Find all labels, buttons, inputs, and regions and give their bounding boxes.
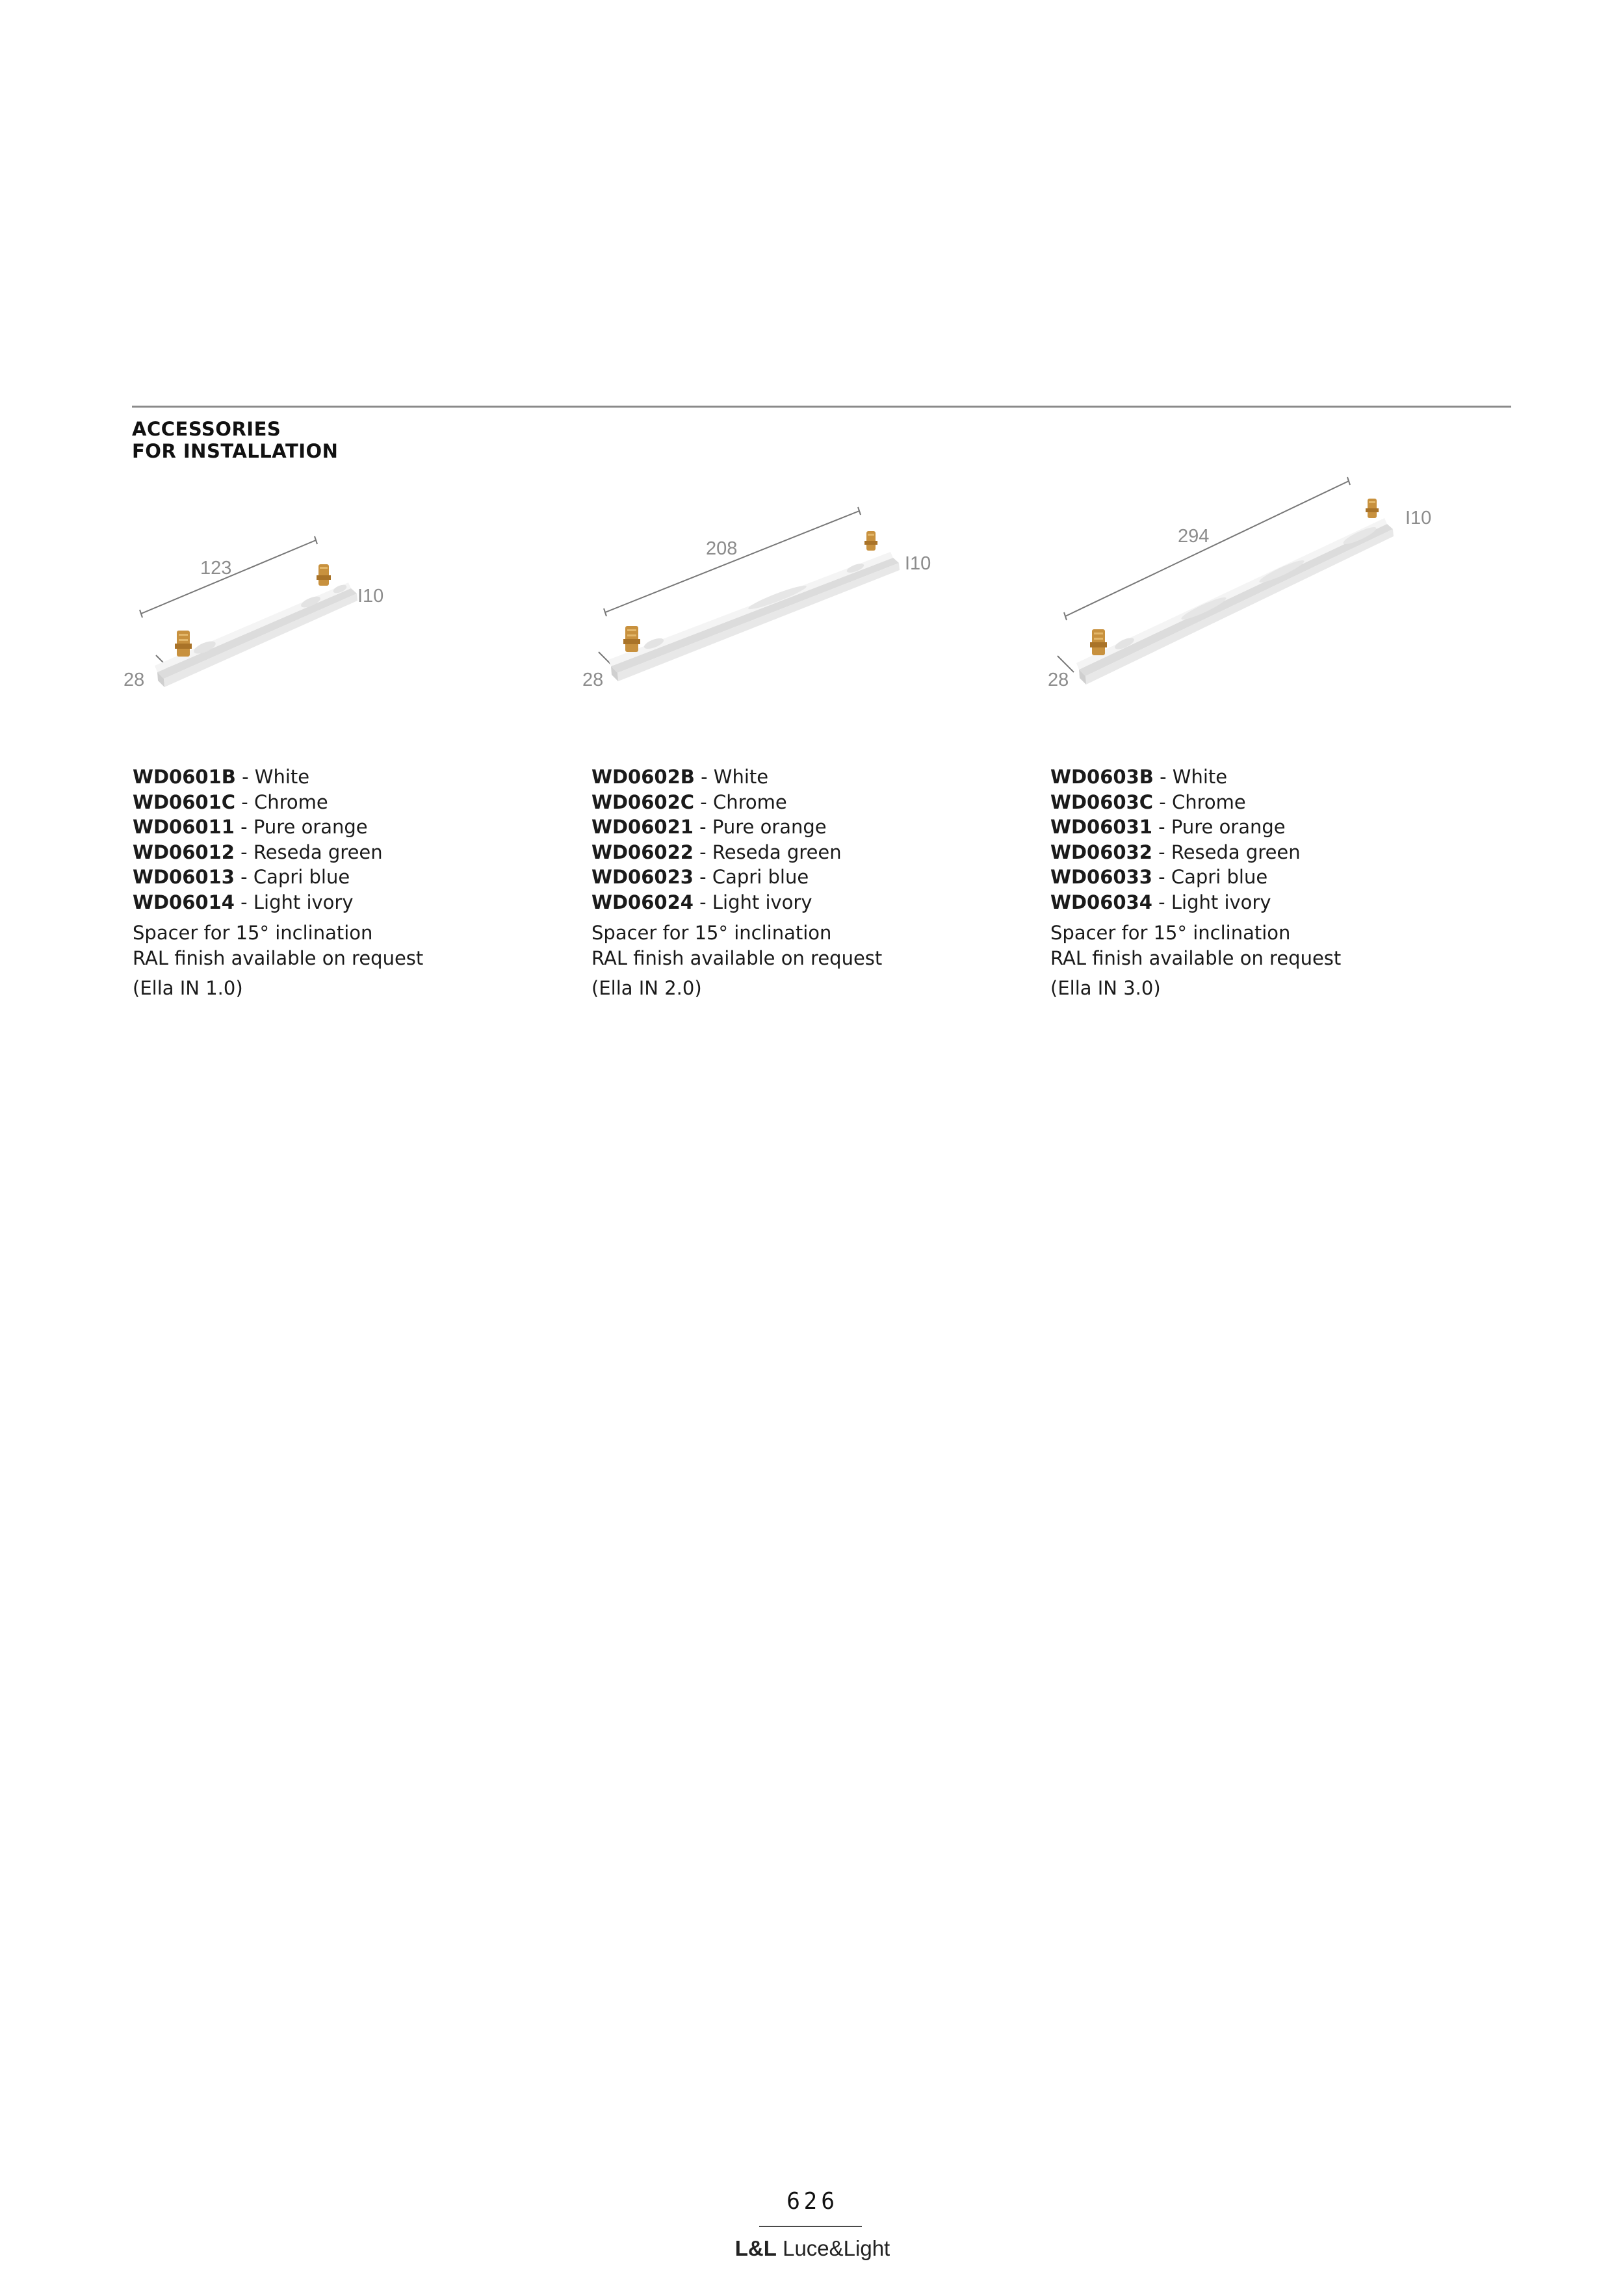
product-code: WD06034 (1050, 891, 1152, 913)
product-notes (591, 920, 1033, 971)
finish-name: Pure orange (712, 816, 827, 838)
product-code: WD0602B (591, 766, 695, 788)
spacer-bar (608, 552, 900, 681)
product-code: WD06014 (133, 891, 235, 913)
variant-row: WD06032 - Reseda green (1050, 841, 1301, 863)
section-title-line1: ACCESSORIES (132, 418, 281, 440)
ral-note: RAL finish available on request (1050, 946, 1342, 969)
ral-note: RAL finish available on request (133, 946, 424, 969)
inclination-note: Spacer for 15° inclination (591, 922, 832, 944)
variant-list (1050, 764, 1492, 1001)
finish-name: Chrome (253, 790, 328, 813)
product-code: WD06023 (591, 866, 694, 888)
brand-footer (715, 2236, 910, 2261)
finish-name: Chrome (1171, 790, 1246, 813)
finish-name: Chrome (712, 790, 787, 813)
compatibility-ref: (Ella IN 1.0) (133, 977, 243, 999)
product-notes (133, 920, 575, 971)
finish-name: Reseda green (253, 841, 383, 863)
height-label: I10 (357, 586, 384, 607)
variant-row: WD06011 - Pure orange (133, 816, 368, 838)
variant-row: WD06033 - Capri blue (1050, 866, 1268, 888)
width-label: 28 (123, 670, 145, 690)
length-dimension-line (1065, 481, 1349, 616)
brand-logo-text: L&L (734, 2236, 777, 2260)
product-code: WD06011 (133, 816, 235, 838)
product-drawing (1041, 455, 1496, 715)
variant-row: WD06031 - Pure orange (1050, 816, 1286, 838)
variant-row: WD0602C - Chrome (591, 790, 787, 813)
product-code: WD06032 (1050, 841, 1152, 863)
variant-row: WD06022 - Reseda green (591, 841, 842, 863)
finish-name: White (1172, 766, 1228, 788)
brass-connector (175, 631, 192, 657)
variant-row: WD0603B - White (1050, 766, 1228, 788)
product-drawing (123, 455, 578, 715)
ral-note: RAL finish available on request (591, 946, 883, 969)
finish-name: Capri blue (253, 866, 350, 888)
variant-list (591, 764, 1033, 1001)
product-card (123, 455, 578, 1014)
brand-name: Luce&Light (783, 2236, 890, 2260)
brass-connector (1366, 499, 1379, 518)
height-label: I10 (905, 553, 931, 574)
finish-name: White (254, 766, 310, 788)
footer-divider (759, 2226, 862, 2227)
product-code: WD0602C (591, 790, 695, 813)
product-code: WD0603C (1050, 790, 1154, 813)
brass-connector (623, 626, 640, 652)
variant-row: WD06013 - Capri blue (133, 866, 350, 888)
product-code: WD06012 (133, 841, 235, 863)
product-code: WD0601B (133, 766, 236, 788)
compatibility-ref: (Ella IN 3.0) (1050, 977, 1161, 999)
spacer-bar (1076, 518, 1394, 685)
section-title-line2: FOR INSTALLATION (132, 440, 339, 462)
finish-name: Light ivory (1171, 891, 1271, 913)
finish-name: Reseda green (1171, 841, 1301, 863)
product-code: WD06013 (133, 866, 235, 888)
product-notes (1050, 920, 1492, 971)
variant-row: WD06014 - Light ivory (133, 891, 354, 913)
width-label: 28 (582, 670, 604, 690)
length-label: 123 (200, 558, 232, 579)
variant-row: WD06023 - Capri blue (591, 866, 809, 888)
product-code: WD06021 (591, 816, 694, 838)
finish-name: White (713, 766, 769, 788)
variant-row: WD06021 - Pure orange (591, 816, 827, 838)
inclination-note: Spacer for 15° inclination (1050, 922, 1291, 944)
length-label: 208 (706, 538, 738, 559)
product-code: WD06024 (591, 891, 694, 913)
variant-row: WD0602B - White (591, 766, 769, 788)
finish-name: Capri blue (712, 866, 809, 888)
variant-row: WD06034 - Light ivory (1050, 891, 1271, 913)
compatibility-ref: (Ella IN 2.0) (591, 977, 702, 999)
variant-row: WD0601B - White (133, 766, 310, 788)
height-label: I10 (1405, 508, 1432, 528)
length-label: 294 (1178, 526, 1210, 547)
variant-row: WD0601C - Chrome (133, 790, 328, 813)
page-number: 626 (786, 2188, 838, 2215)
variant-row: WD06012 - Reseda green (133, 841, 383, 863)
top-divider (132, 406, 1511, 408)
width-label: 28 (1048, 670, 1069, 690)
finish-name: Light ivory (253, 891, 354, 913)
finish-name: Light ivory (712, 891, 812, 913)
inclination-note: Spacer for 15° inclination (133, 922, 373, 944)
product-card (1041, 455, 1496, 1014)
finish-name: Reseda green (712, 841, 842, 863)
product-code: WD0603B (1050, 766, 1154, 788)
brass-connector (864, 531, 877, 551)
product-code: WD06031 (1050, 816, 1152, 838)
product-card (582, 455, 1037, 1014)
brass-connector (317, 564, 331, 586)
variant-row: WD06024 - Light ivory (591, 891, 812, 913)
brass-connector (1090, 629, 1107, 655)
product-code: WD06022 (591, 841, 694, 863)
finish-name: Pure orange (1171, 816, 1286, 838)
finish-name: Capri blue (1171, 866, 1268, 888)
variant-row: WD0603C - Chrome (1050, 790, 1246, 813)
variant-list (133, 764, 575, 1001)
product-code: WD0601C (133, 790, 236, 813)
product-drawing (582, 455, 1037, 715)
finish-name: Pure orange (253, 816, 368, 838)
product-code: WD06033 (1050, 866, 1152, 888)
